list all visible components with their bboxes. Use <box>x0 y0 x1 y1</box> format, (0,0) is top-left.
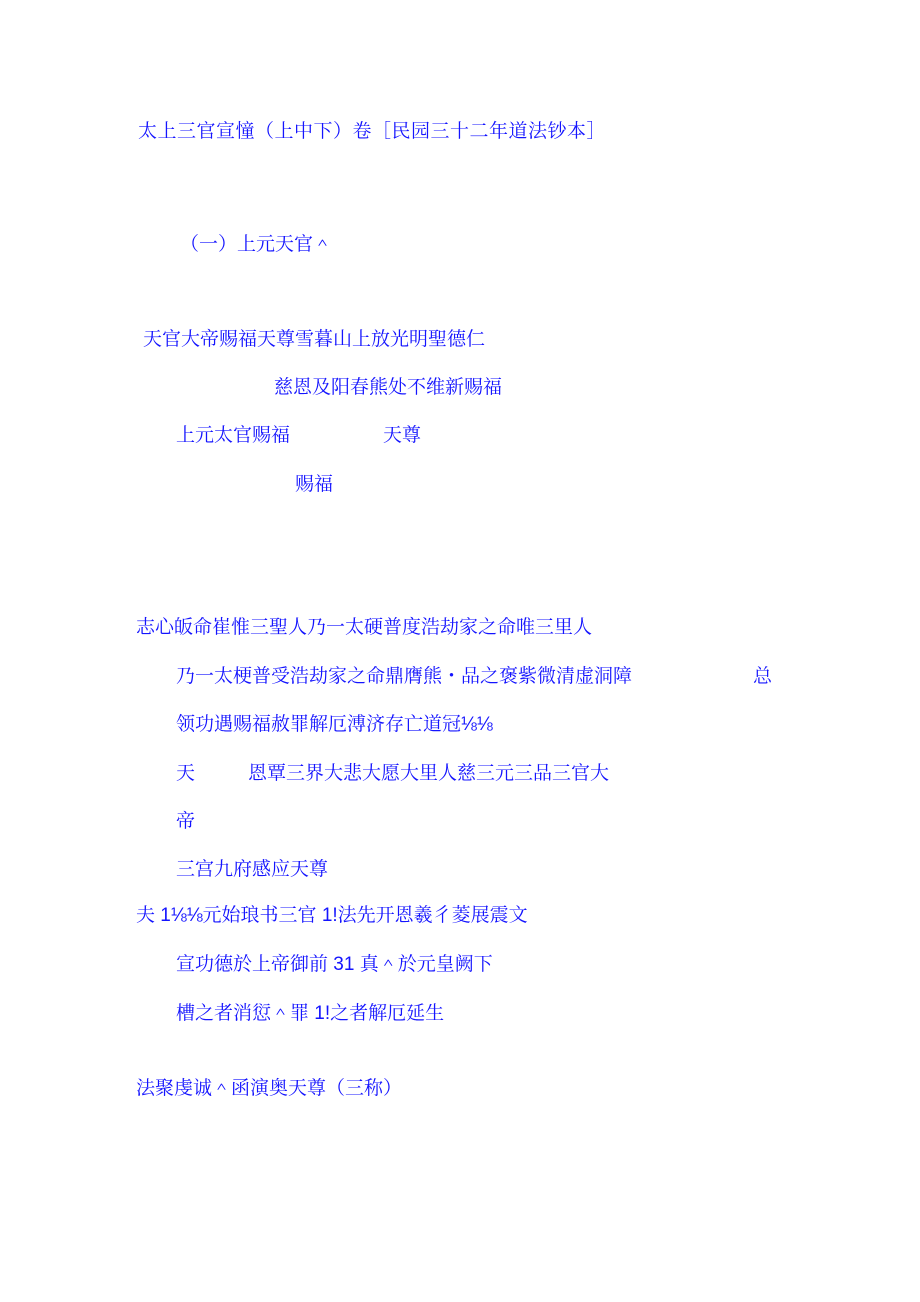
body-line: 法聚虔诚＾函演奥天尊（三称） <box>136 1078 403 1099</box>
body-line: 乃一太梗普受浩劫家之命鼎膺熊・品之褒紫微清虚洞障 <box>176 666 633 687</box>
body-line: 三宫九府感应天尊 <box>176 859 329 880</box>
body-line: 领功遇赐福赦罪解厄溥济存亡道冠⅛⅛ <box>176 714 493 735</box>
body-line: 夫 1⅛⅛元始琅书三官 1!法先开恩羲彳菱展震文 <box>136 905 528 926</box>
body-line: 上元太官赐福 <box>176 425 291 446</box>
body-line: 总 <box>753 666 773 687</box>
body-line: 恩覃三界大悲大愿大里人慈三元三品三官大 <box>248 763 610 784</box>
body-line: 赐福 <box>295 474 334 495</box>
body-line: 天 <box>176 763 196 784</box>
section-heading: （一）上元天官＾ <box>180 234 333 255</box>
body-line: 慈恩及阳春熊处不维新赐福 <box>274 377 503 398</box>
body-line: 帝 <box>176 811 196 832</box>
page-title: 太上三官宣憧（上中下）卷［民园三十二年道法钞本］ <box>138 121 607 142</box>
body-line: 志心皈命崔惟三聖人乃一太硬普度浩劫家之命唯三里人 <box>136 617 593 638</box>
body-line: 天尊 <box>383 425 422 446</box>
body-line: 天官大帝赐福天尊雪暮山上放光明聖德仁 <box>143 329 486 350</box>
body-line: 槽之者消愆＾罪 1!之者解厄延生 <box>176 1003 445 1024</box>
body-line: 宣功德於上帝御前 31 真＾於元皇阙下 <box>176 954 493 975</box>
